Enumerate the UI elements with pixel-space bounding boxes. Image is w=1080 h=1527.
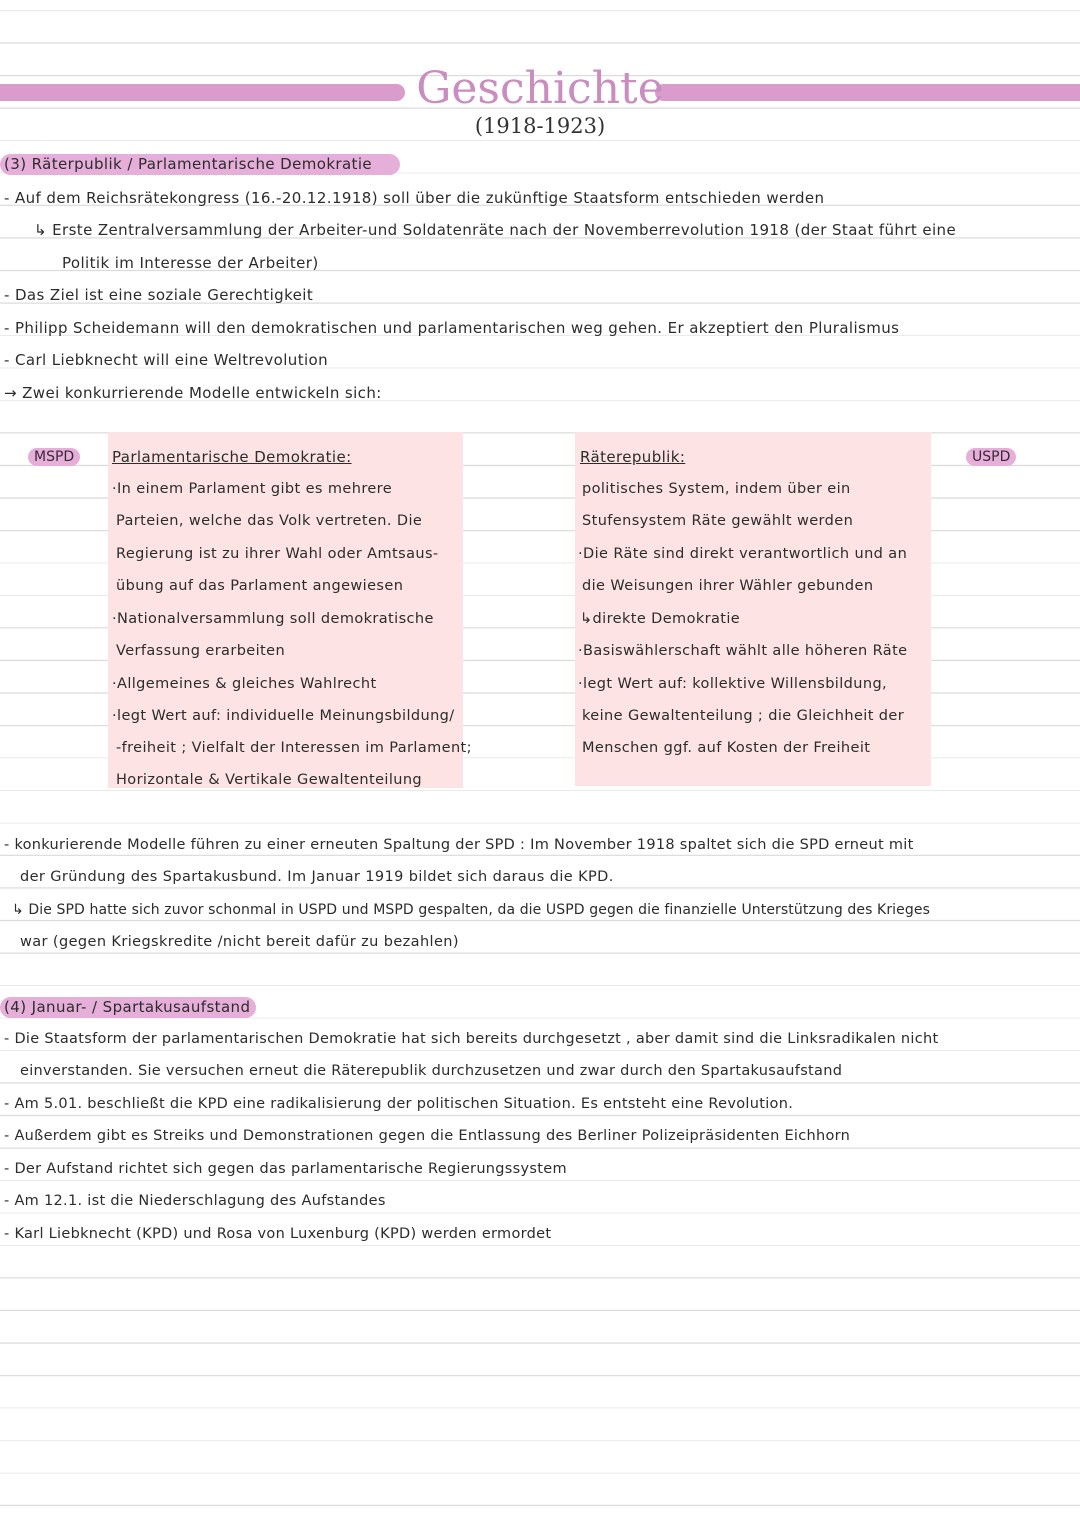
section3-line: - Das Ziel ist eine soziale Gerechtigkeit xyxy=(4,286,314,304)
spaltung-line: der Gründung des Spartakusbund. Im Januar 1919 bildet sich daraus die KPD. xyxy=(20,869,614,885)
raeterepublik-line: Stufensystem Räte gewählt werden xyxy=(582,513,854,529)
parlamentarisch-line: Parteien, welche das Volk vertreten. Die xyxy=(116,513,423,529)
raeterepublik-line: die Weisungen ihrer Wähler gebunden xyxy=(582,578,874,594)
raeterepublik-line: politisches System, indem über ein xyxy=(582,481,851,497)
section4-line: einverstanden. Sie versuchen erneut die Räterepublik durchzusetzen und zwar durch den Spartakusaufstand xyxy=(20,1063,843,1079)
parlamentarisch-line: ·legt Wert auf: individuelle Meinungsbildung/ xyxy=(112,708,455,724)
mspd-badge: MSPD xyxy=(28,448,80,466)
spaltung-line: ↳ Die SPD hatte sich zuvor schonmal in USPD und MSPD gespalten, da die USPD gegen die finanzielle Unterstützung des Krieges xyxy=(12,902,930,918)
section4-heading: (4) Januar- / Spartakusaufstand xyxy=(4,998,251,1016)
section4-line: - Außerdem gibt es Streiks und Demonstrationen gegen die Entlassung des Berliner Polizeipräsidenten Eichhorn xyxy=(4,1128,851,1144)
parlamentarisch-line: ·Nationalversammlung soll demokratische xyxy=(112,611,434,627)
parlamentarisch-line: Horizontale & Vertikale Gewaltenteilung xyxy=(116,772,423,788)
section3-line: - Auf dem Reichsrätekongress (16.-20.12.1918) soll über die zukünftige Staatsform entschieden werden xyxy=(4,189,825,207)
raeterepublik-line: ↳direkte Demokratie xyxy=(580,611,741,627)
spaltung-line: war (gegen Kriegskredite /nicht bereit dafür zu bezahlen) xyxy=(20,934,459,950)
spaltung-line: - konkurierende Modelle führen zu einer erneuten Spaltung der SPD : Im November 1918 spaltet sich die SPD erneut mit xyxy=(4,837,914,853)
uspd-badge: USPD xyxy=(966,448,1016,466)
raeterepublik-line: ·Basiswählerschaft wählt alle höheren Räte xyxy=(578,643,908,659)
parlamentarisch-line: übung auf das Parlament angewiesen xyxy=(116,578,404,594)
section3-line: - Philipp Scheidemann will den demokratischen und parlamentarischen weg gehen. Er akzeptiert den Pluralismus xyxy=(4,319,900,337)
page-title: Geschichte xyxy=(416,63,664,114)
raeterepublik-line: ·legt Wert auf: kollektive Willensbildung, xyxy=(578,676,888,692)
raeterepublik-line: keine Gewaltenteilung ; die Gleichheit der xyxy=(582,708,905,724)
section4-line: - Die Staatsform der parlamentarischen Demokratie hat sich bereits durchgesetzt , aber damit sind die Linksradikalen nicht xyxy=(4,1031,939,1047)
parlamentarisch-line: ·In einem Parlament gibt es mehrere xyxy=(112,481,393,497)
section3-line: → Zwei konkurrierende Modelle entwickeln sich: xyxy=(4,384,382,402)
parlamentarisch-line: Verfassung erarbeiten xyxy=(116,643,286,659)
section4-line: - Am 5.01. beschließt die KPD eine radikalisierung der politischen Situation. Es entsteht eine Revolution. xyxy=(4,1096,794,1112)
raeterepublik-line: Menschen ggf. auf Kosten der Freiheit xyxy=(582,740,871,756)
section4-line: - Der Aufstand richtet sich gegen das parlamentarische Regierungssystem xyxy=(4,1161,567,1177)
section3-heading: (3) Räterpublik / Parlamentarische Demokratie xyxy=(4,155,373,173)
section3-line: Politik im Interesse der Arbeiter) xyxy=(62,254,319,272)
section4-line: - Am 12.1. ist die Niederschlagung des Aufstandes xyxy=(4,1193,386,1209)
raeterepublik-title: Räterepublik: xyxy=(580,448,686,466)
parlamentarisch-line: ·Allgemeines & gleiches Wahlrecht xyxy=(112,676,377,692)
section3-line: - Carl Liebknecht will eine Weltrevolution xyxy=(4,351,329,369)
section4-line: - Karl Liebknecht (KPD) und Rosa von Luxenburg (KPD) werden ermordet xyxy=(4,1226,552,1242)
parlamentarisch-title: Parlamentarische Demokratie: xyxy=(112,448,352,466)
section3-line: ↳ Erste Zentralversammlung der Arbeiter-und Soldatenräte nach der Novemberrevolution 1918 (der Staat führt eine xyxy=(34,221,957,239)
page-subtitle: (1918-1923) xyxy=(474,114,606,138)
parlamentarisch-line: -freiheit ; Vielfalt der Interessen im Parlament; xyxy=(116,740,472,756)
parlamentarisch-line: Regierung ist zu ihrer Wahl oder Amtsaus- xyxy=(116,546,439,562)
raeterepublik-line: ·Die Räte sind direkt verantwortlich und an xyxy=(578,546,908,562)
